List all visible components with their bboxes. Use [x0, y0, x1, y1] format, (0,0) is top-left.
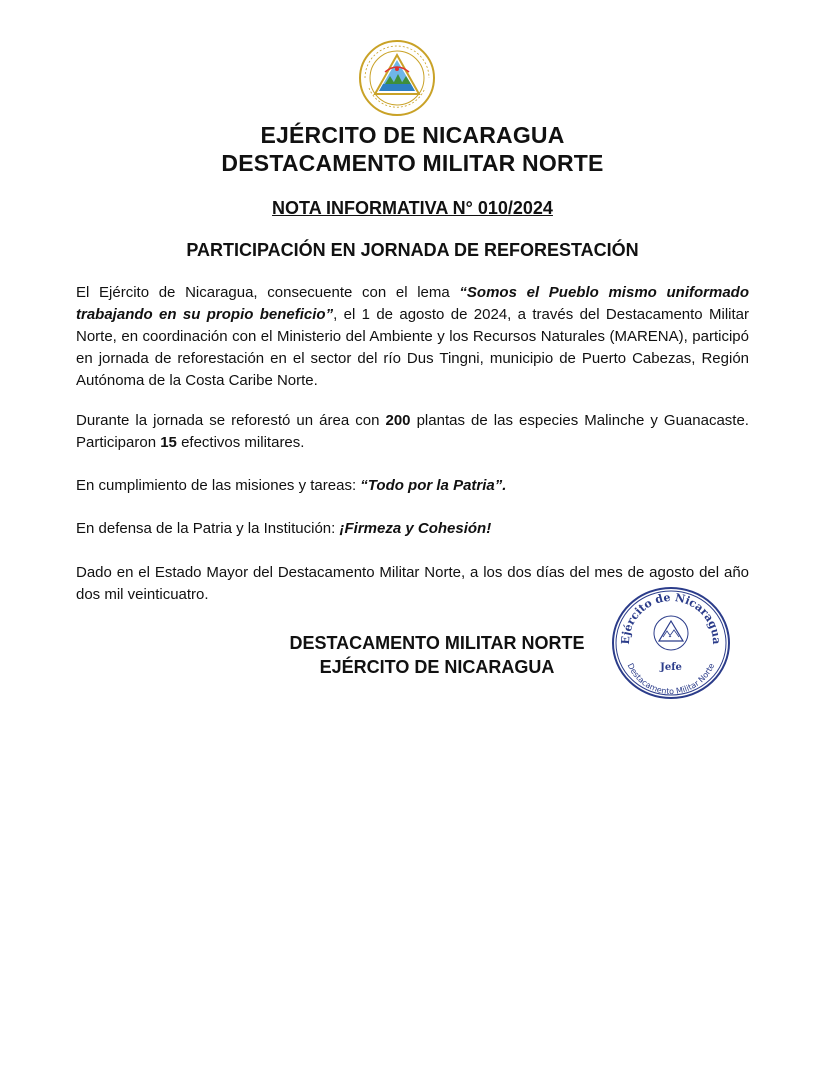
stamp-center-label: Jefe: [660, 662, 682, 673]
svg-text:Destacamento Militar Norte: Destacamento Militar Norte: [625, 661, 717, 697]
details-text-2: plantas de las especies Malinche y Guanacaste. Participaron: [76, 412, 749, 451]
details-text-3: efectivos militares.: [176, 434, 305, 451]
subject-heading: PARTICIPACIÓN EN JORNADA DE REFORESTACIÓN: [186, 240, 639, 260]
intro-text-2: , el 1 de agosto de 2024, a través del Destacamento Militar Norte, en coordinación con el Ministerio del Ambiente y los Recursos Naturales (MARENA), participó en jornada de reforestación en el sector del río Dus Tingni, municipio de Puerto Cabezas, Región Autónoma de la Costa Caribe Norte.: [76, 306, 750, 389]
soldiers-count: 15: [160, 434, 177, 451]
motto-text: “Somos el Pueblo mismo uniformado trabajando en su propio beneficio”: [76, 284, 749, 323]
plants-count: 200: [385, 412, 411, 429]
defense-text: En defensa de la Patria y la Institución:: [76, 520, 340, 537]
missions-motto: “Todo por la Patria”.: [360, 477, 507, 494]
header-title-detachment: DESTACAMENTO MILITAR NORTE: [221, 150, 604, 176]
official-stamp-seal: [610, 585, 732, 701]
paragraph-intro: [76, 282, 749, 392]
nota-number: NOTA INFORMATIVA N° 010/2024: [272, 198, 553, 218]
paragraph-defense: [76, 518, 749, 540]
signature-detachment: DESTACAMENTO MILITAR NORTE: [289, 633, 585, 653]
details-text-1: Durante la jornada se reforestó un área con: [76, 412, 386, 429]
signature-army: EJÉRCITO DE NICARAGUA: [319, 657, 555, 677]
missions-text: En cumplimiento de las misiones y tareas:: [76, 477, 361, 494]
defense-motto: ¡Firmeza y Cohesión!: [339, 520, 492, 537]
coat-of-arms-emblem: [357, 38, 437, 118]
paragraph-closing: Dado en el Estado Mayor del Destacamento Militar Norte, a los dos días del mes de agosto del año dos mil veinticuatro.: [76, 564, 749, 603]
intro-text-1: El Ejército de Nicaragua, consecuente con el lema: [76, 284, 460, 301]
header-title-army: EJÉRCITO DE NICARAGUA: [260, 122, 565, 148]
paragraph-details: [76, 410, 749, 454]
paragraph-missions: [76, 475, 749, 497]
svg-text:Ejército de Nicaragua: Ejército de Nicaragua: [618, 590, 724, 645]
